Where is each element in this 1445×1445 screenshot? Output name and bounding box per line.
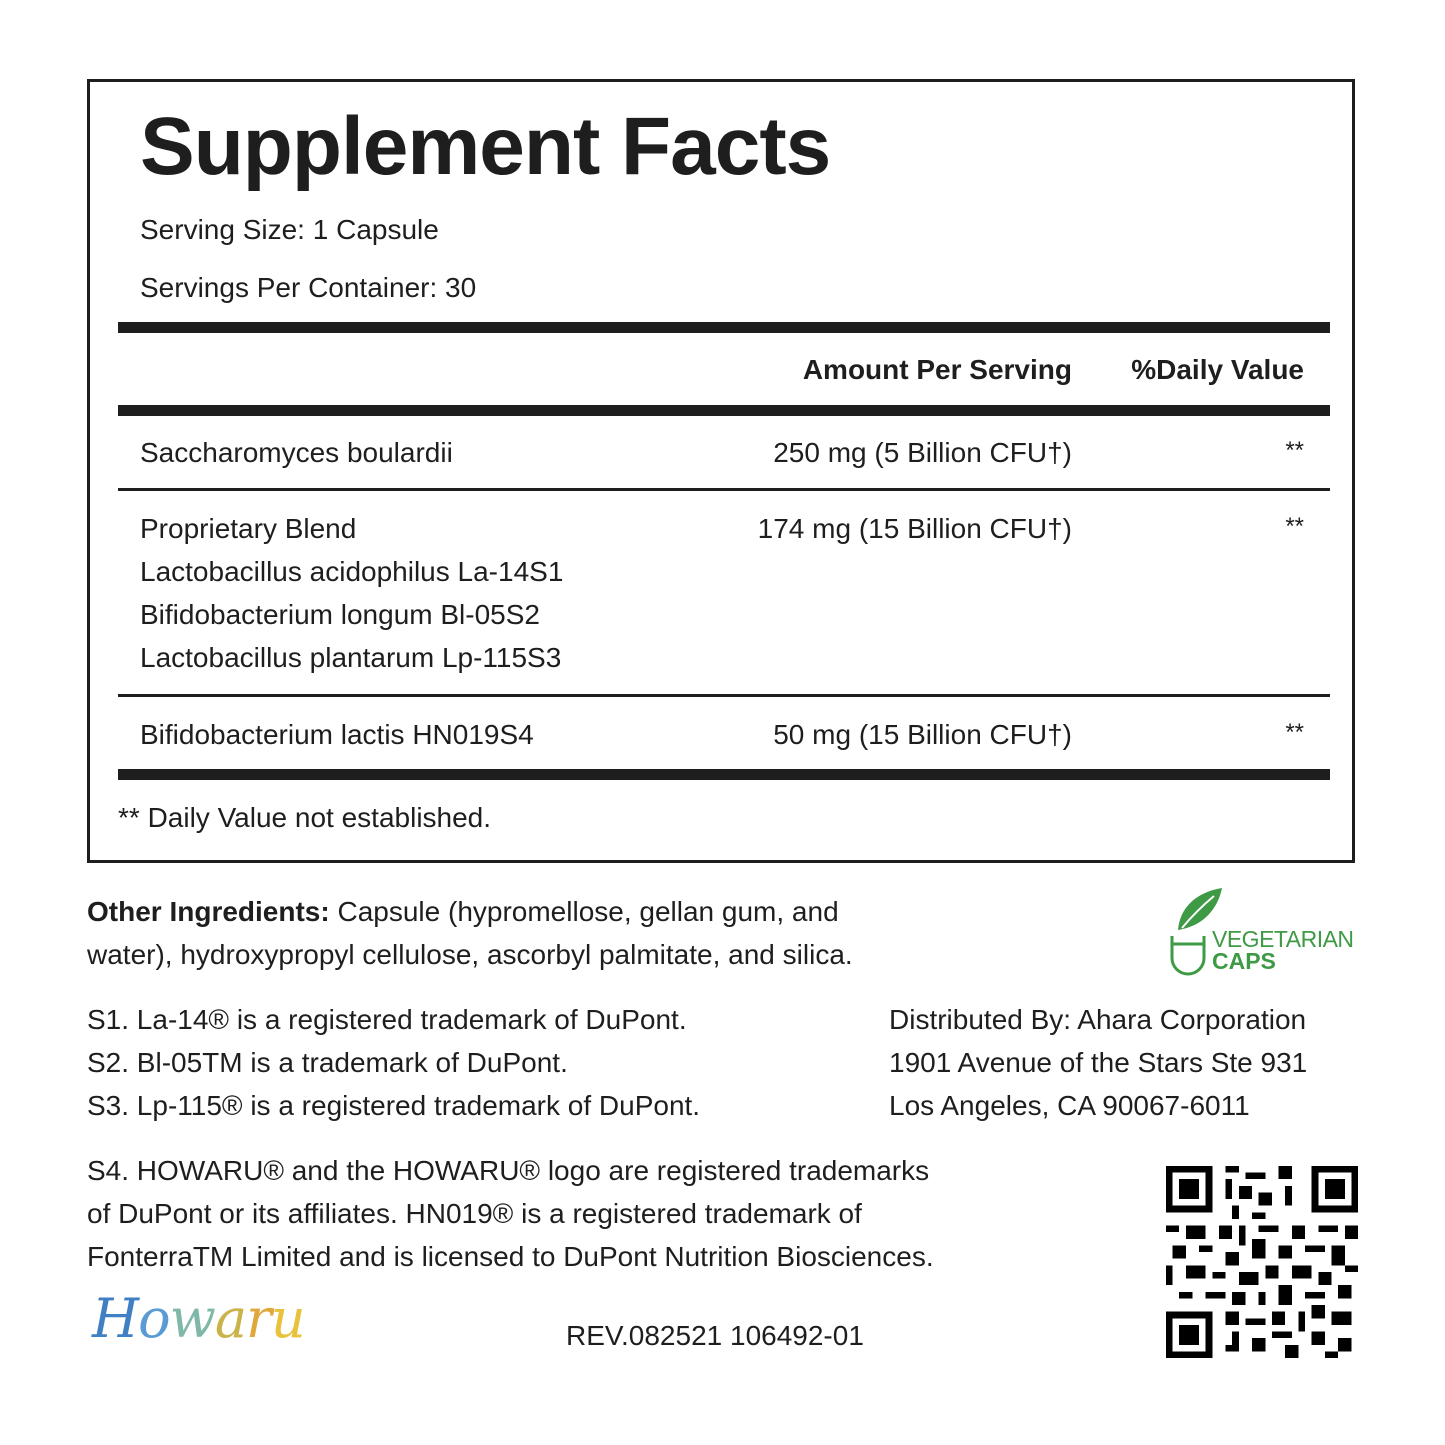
- other-ingredients-label: Other Ingredients:: [87, 896, 330, 927]
- howaru-logo-letter: a: [214, 1287, 247, 1350]
- other-ingredients-text: water), hydroxypropyl cellulose, ascorbyl palmitate, and silica.: [87, 939, 853, 970]
- header-daily-value: %Daily Value: [1131, 354, 1304, 385]
- qr-code-icon: [1166, 1166, 1358, 1358]
- ingredient-daily-value: **: [1285, 437, 1304, 464]
- trademark-note: S1. La-14® is a registered trademark of DuPont.: [87, 1004, 687, 1035]
- servings-per-container: Servings Per Container: 30: [140, 272, 477, 303]
- divider-thick: [118, 405, 1330, 416]
- distributor-line: 1901 Avenue of the Stars Ste 931: [889, 1047, 1308, 1078]
- other-ingredients-text: Capsule (hypromellose, gellan gum, and: [329, 896, 839, 927]
- ingredient-amount: 250 mg (5 Billion CFU†): [773, 437, 1072, 468]
- divider-thick: [118, 322, 1330, 333]
- ingredient-daily-value: **: [1285, 513, 1304, 540]
- header-amount-per-serving: Amount Per Serving: [802, 354, 1072, 385]
- vegetarian-badge: [1212, 928, 1354, 972]
- trademark-note-s4: of DuPont or its affiliates. HN019® is a registered trademark of: [87, 1198, 862, 1229]
- vegetarian-label: VEGETARIAN: [1212, 926, 1354, 952]
- divider-thick: [118, 769, 1330, 780]
- distributor-line: Los Angeles, CA 90067-6011: [889, 1090, 1250, 1121]
- howaru-logo: [92, 1287, 305, 1350]
- howaru-logo-letter: u: [270, 1287, 305, 1350]
- divider-thin: [118, 694, 1330, 697]
- ingredient-sub-item: Bifidobacterium longum Bl-05S2: [140, 599, 540, 630]
- daily-value-footnote: ** Daily Value not established.: [118, 802, 492, 833]
- trademark-note-s4: S4. HOWARU® and the HOWARU® logo are registered trademarks: [87, 1155, 930, 1186]
- ingredient-name: Bifidobacterium lactis HN019S4: [140, 719, 534, 750]
- distributor-line: Distributed By: Ahara Corporation: [889, 1004, 1307, 1035]
- ingredient-amount: 50 mg (15 Billion CFU†): [773, 719, 1072, 750]
- howaru-logo-letter: w: [169, 1287, 215, 1350]
- ingredient-name: Proprietary Blend: [140, 513, 357, 544]
- divider-thin: [118, 488, 1330, 491]
- ingredient-sub-item: Lactobacillus plantarum Lp-115S3: [140, 642, 562, 673]
- caps-label: CAPS: [1212, 948, 1276, 974]
- ingredient-daily-value: **: [1285, 719, 1304, 746]
- howaru-logo-letter: H: [92, 1287, 139, 1350]
- howaru-logo-letter: r: [246, 1287, 271, 1350]
- trademark-note-s4: FonterraTM Limited and is licensed to DuPont Nutrition Biosciences.: [87, 1241, 934, 1272]
- howaru-logo-letter: o: [138, 1287, 170, 1350]
- supplement-facts-panel: [87, 79, 1355, 863]
- trademark-note: S3. Lp-115® is a registered trademark of DuPont.: [87, 1090, 701, 1121]
- ingredient-sub-item: Lactobacillus acidophilus La-14S1: [140, 556, 564, 587]
- ingredient-name: Saccharomyces boulardii: [140, 437, 453, 468]
- revision-code: REV.082521 106492-01: [566, 1320, 864, 1351]
- ingredient-amount: 174 mg (15 Billion CFU†): [757, 513, 1072, 544]
- serving-size: Serving Size: 1 Capsule: [140, 214, 439, 245]
- facts-title: Supplement Facts: [140, 101, 831, 192]
- other-ingredients-line: [87, 890, 839, 933]
- trademark-note: S2. Bl-05TM is a trademark of DuPont.: [87, 1047, 568, 1078]
